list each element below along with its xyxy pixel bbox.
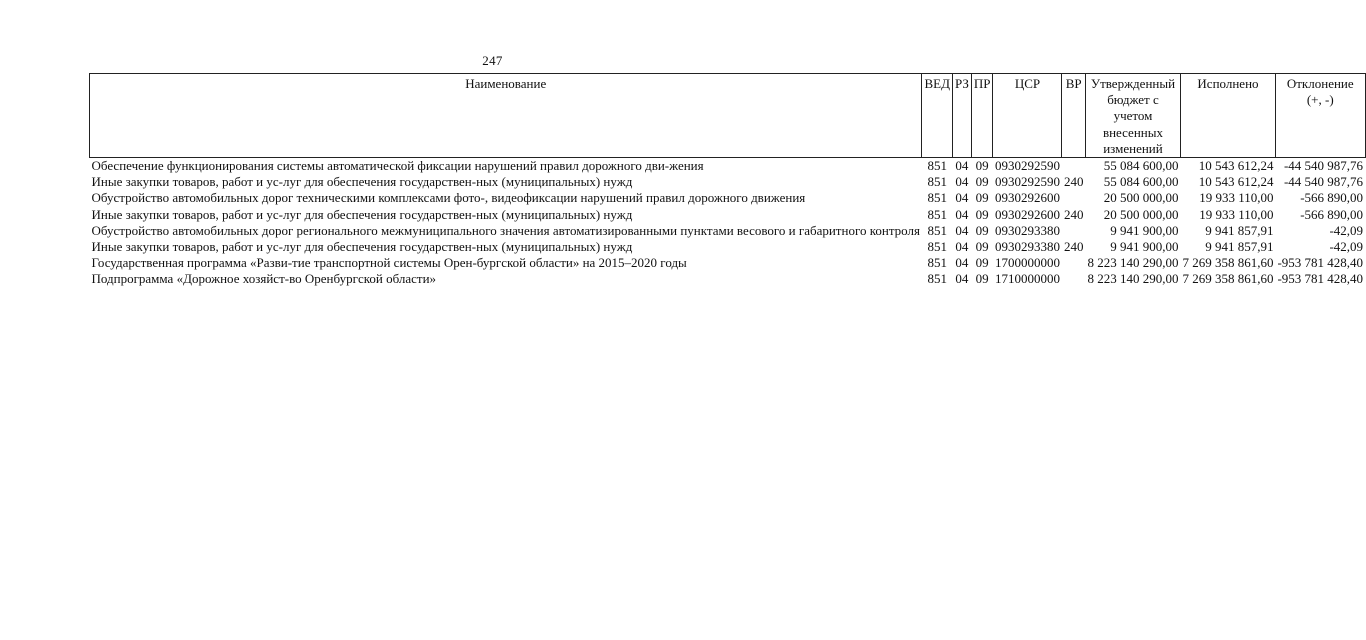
table-body xyxy=(90,158,1366,288)
row-name: Иные закупки товаров, работ и ус-луг для обеспечения государствен-ных (муниципальных) нужд xyxy=(91,206,633,222)
row-rz: 04 xyxy=(955,174,969,190)
header-deviation: Отклонение (+, -) xyxy=(1275,74,1365,158)
row-name: Обеспечение функционирования системы автоматической фиксации нарушений правил дорожного дви-жения xyxy=(91,158,704,174)
row-vr xyxy=(1062,223,1086,239)
row-rz: 04 xyxy=(955,239,969,255)
row-rz: 04 xyxy=(955,190,969,206)
row-csr: 0930293380 xyxy=(994,239,1060,255)
row-pr: 09 xyxy=(975,158,989,174)
header-executed: Исполнено xyxy=(1180,74,1275,158)
header-budget: Утвержденный бюджет с учетом внесенных изменений xyxy=(1085,74,1180,158)
page-number: 247 xyxy=(482,53,503,68)
row-name: Обустройство автомобильных дорог техническими комплексами фото-, видеофиксации нарушений правил дорожного движения xyxy=(91,190,806,206)
table-row xyxy=(90,190,1366,206)
row-pr: 09 xyxy=(975,222,989,238)
table-row xyxy=(90,271,1366,287)
row-vr xyxy=(1062,271,1086,287)
table-row xyxy=(90,158,1366,175)
header-csr: ЦСР xyxy=(993,74,1062,158)
header-pr: ПР xyxy=(971,74,993,158)
row-vr: 240 xyxy=(1063,239,1084,255)
row-name: Иные закупки товаров, работ и ус-луг для обеспечения государствен-ных (муниципальных) нужд xyxy=(91,174,633,190)
row-budget: 55 084 600,00 xyxy=(1103,158,1179,174)
row-deviation: -44 540 987,76 xyxy=(1283,158,1364,174)
row-deviation: -42,09 xyxy=(1329,222,1364,238)
table-row xyxy=(90,207,1366,223)
header-vr: ВР xyxy=(1062,74,1086,158)
row-ved: 851 xyxy=(927,158,947,174)
row-csr: 0930292600 xyxy=(994,206,1060,222)
row-budget: 9 941 900,00 xyxy=(1110,239,1179,255)
row-rz: 04 xyxy=(955,222,969,238)
row-deviation: -566 890,00 xyxy=(1300,206,1364,222)
row-executed: 10 543 612,24 xyxy=(1198,174,1274,190)
header-rz: РЗ xyxy=(952,74,971,158)
table-row xyxy=(90,174,1366,190)
row-rz: 04 xyxy=(955,255,969,271)
row-csr: 1700000000 xyxy=(994,255,1060,271)
row-budget: 8 223 140 290,00 xyxy=(1087,271,1179,287)
row-csr: 1710000000 xyxy=(994,271,1060,287)
row-vr xyxy=(1062,190,1086,206)
row-pr: 09 xyxy=(975,239,989,255)
header-row xyxy=(90,74,1366,158)
row-deviation: -953 781 428,40 xyxy=(1277,271,1364,287)
row-budget: 20 500 000,00 xyxy=(1103,190,1179,206)
row-executed: 19 933 110,00 xyxy=(1199,206,1274,222)
row-executed: 10 543 612,24 xyxy=(1198,158,1274,174)
row-deviation: -953 781 428,40 xyxy=(1277,255,1364,271)
table-row xyxy=(90,223,1366,239)
row-csr: 0930293380 xyxy=(994,222,1060,238)
row-vr: 240 xyxy=(1063,174,1084,190)
row-budget: 20 500 000,00 xyxy=(1103,206,1179,222)
row-vr: 240 xyxy=(1063,206,1084,222)
header-name: Наименование xyxy=(90,74,922,158)
row-name: Подпрограмма «Дорожное хозяйст-во Оренбургской области» xyxy=(91,271,437,287)
row-deviation: -566 890,00 xyxy=(1300,190,1364,206)
table-row xyxy=(90,239,1366,255)
row-csr: 0930292590 xyxy=(994,174,1060,190)
row-budget: 9 941 900,00 xyxy=(1110,222,1179,238)
row-name: Государственная программа «Разви-тие транспортной системы Орен-бургской области» на 2015–2020 годы xyxy=(91,255,687,271)
row-pr: 09 xyxy=(975,190,989,206)
row-pr: 09 xyxy=(975,174,989,190)
row-ved: 851 xyxy=(927,174,947,190)
row-deviation: -44 540 987,76 xyxy=(1283,174,1364,190)
header-ved: ВЕД xyxy=(922,74,952,158)
row-csr: 0930292600 xyxy=(994,190,1060,206)
row-deviation: -42,09 xyxy=(1329,239,1364,255)
row-rz: 04 xyxy=(955,206,969,222)
row-ved: 851 xyxy=(927,222,947,238)
row-executed: 9 941 857,91 xyxy=(1205,239,1274,255)
row-pr: 09 xyxy=(975,271,989,287)
row-ved: 851 xyxy=(927,271,947,287)
row-ved: 851 xyxy=(927,239,947,255)
row-ved: 851 xyxy=(927,206,947,222)
table-row xyxy=(90,255,1366,271)
row-pr: 09 xyxy=(975,255,989,271)
row-executed: 7 269 358 861,60 xyxy=(1182,271,1274,287)
row-executed: 7 269 358 861,60 xyxy=(1182,255,1274,271)
row-name: Иные закупки товаров, работ и ус-луг для обеспечения государствен-ных (муниципальных) нужд xyxy=(91,239,633,255)
row-budget: 8 223 140 290,00 xyxy=(1087,255,1179,271)
row-rz: 04 xyxy=(955,271,969,287)
budget-table xyxy=(89,73,1366,288)
row-ved: 851 xyxy=(927,190,947,206)
row-budget: 55 084 600,00 xyxy=(1103,174,1179,190)
row-rz: 04 xyxy=(955,158,969,174)
row-vr xyxy=(1062,158,1086,175)
row-pr: 09 xyxy=(975,206,989,222)
row-csr: 0930292590 xyxy=(994,158,1060,174)
row-vr xyxy=(1062,255,1086,271)
row-name: Обустройство автомобильных дорог регионального межмуниципального значения автоматизированными пунктами весового и габаритного контроля xyxy=(91,222,920,238)
row-executed: 19 933 110,00 xyxy=(1199,190,1274,206)
row-executed: 9 941 857,91 xyxy=(1205,222,1274,238)
row-ved: 851 xyxy=(927,255,947,271)
